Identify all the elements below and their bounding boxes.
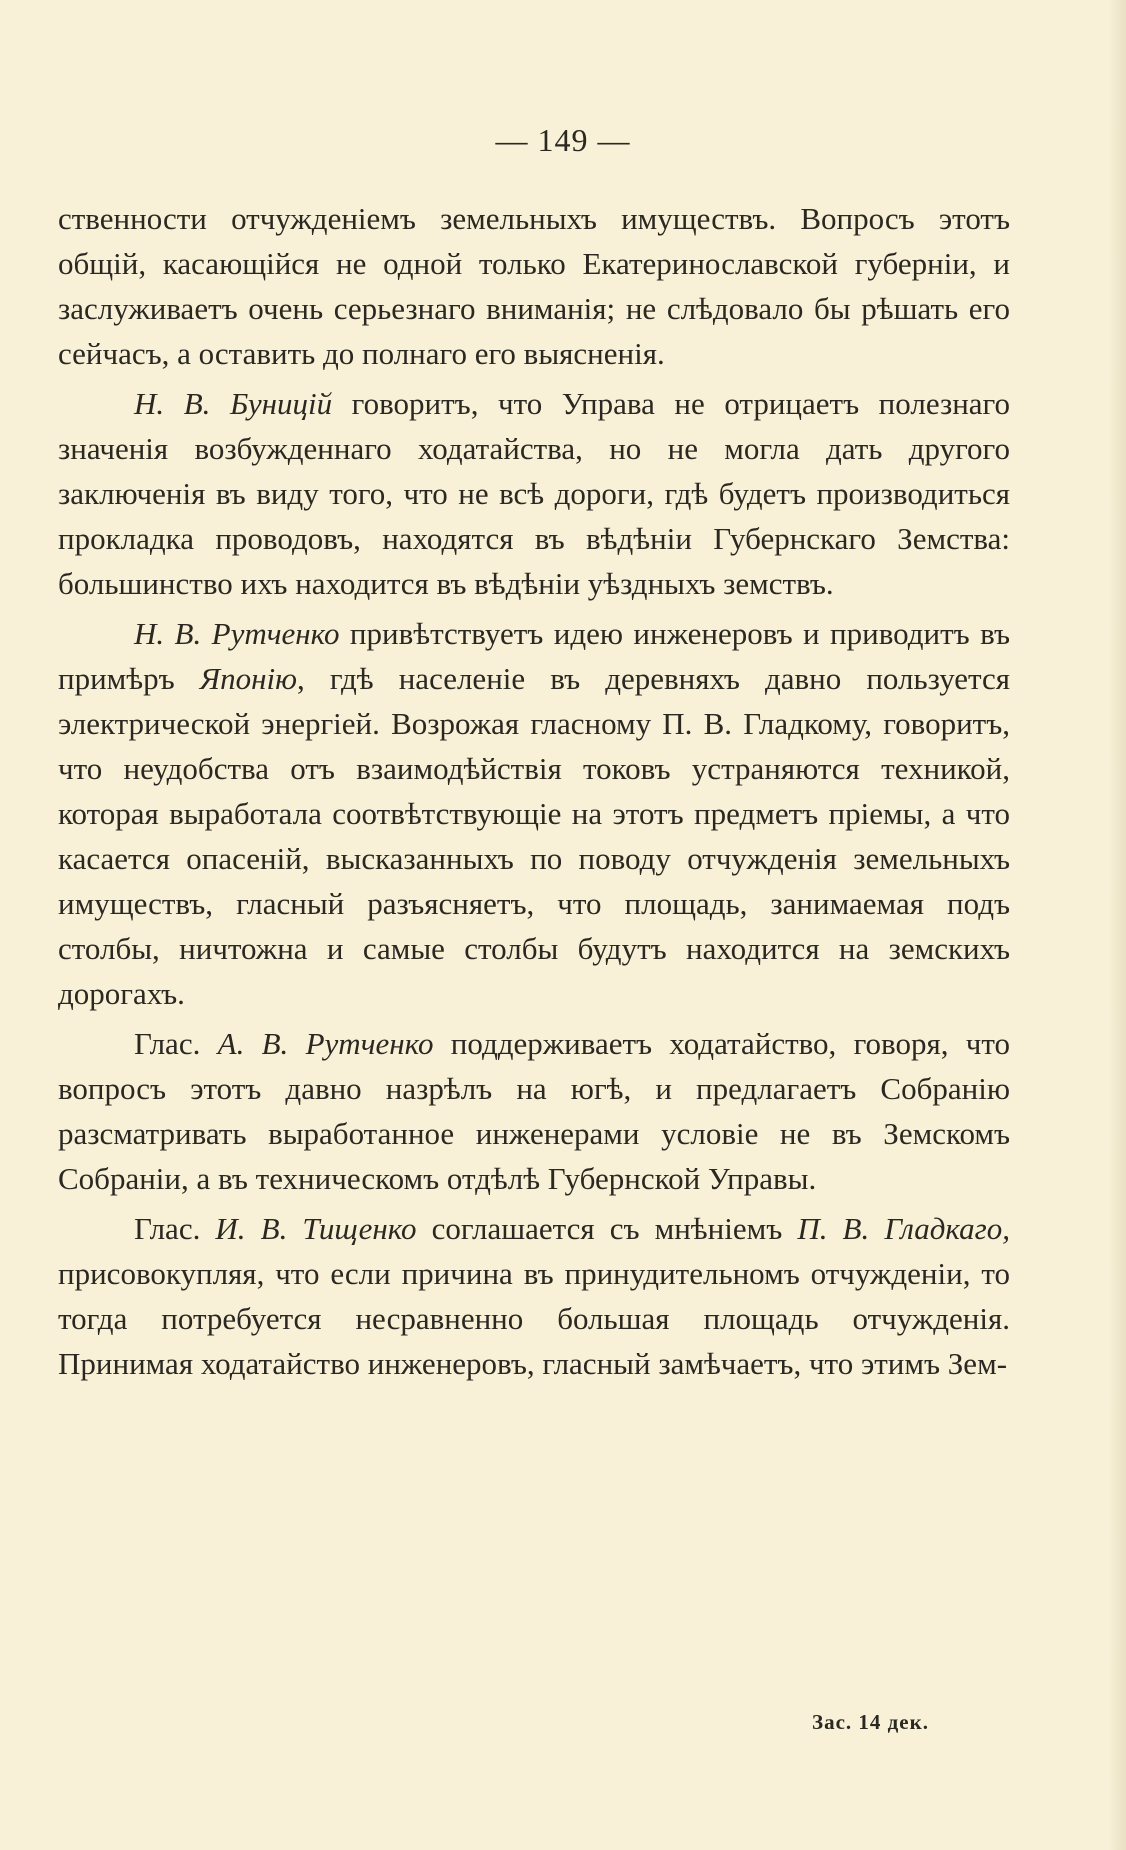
session-footer-note: Зас. 14 дек.	[812, 1710, 929, 1734]
paragraph-2-text: говоритъ, что Управа не отрицаетъ полезнаго значенiя возбужденнаго ходатайства, но не могла дать другого заключенiя въ виду того, что не всѣ дороги, гдѣ будетъ производиться прокладка проводовъ, находятся въ вѣдѣнiи Губернскаго Земства: большинство ихъ находится въ вѣдѣнiи уѣздныхъ земствъ.	[58, 386, 1011, 601]
speaker-prefix: Глас.	[134, 1211, 216, 1246]
speaker-name: А. В. Рутченко	[217, 1026, 434, 1061]
paragraph-5-text-part-2: присовокупляя, что если причина въ принудительномъ отчужденiи, то тогда потребуется несравненно большая площадь отчужденiя. Принимая ходатайство инженеровъ, гласный замѣчаетъ, что этимъ Зем-	[58, 1256, 1010, 1381]
paragraph-5-text-part-1: соглашается съ мнѣнiемъ	[416, 1211, 798, 1246]
paragraph-3-text-part-2: , гдѣ населенiе въ деревняхъ давно пользуется электрической энергiей. Возрожая гласному П. В. Гладкому, говоритъ, что неудобства отъ взаимодѣйствiя токовъ устраняются техникой, которая выработала соотвѣтствующiе на этотъ предметъ прiемы, а что касается опасенiй, высказанныхъ по поводу отчужденiя земельныхъ имуществъ, гласный разъясняетъ, что площадь, занимаемая подъ столбы, ничтожна и самые столбы будутъ находится на земскихъ дорогахъ.	[58, 661, 1010, 1011]
paragraph-3	[58, 611, 1010, 1016]
referenced-name: П. В. Гладкаго,	[797, 1211, 1010, 1246]
paragraph-5	[58, 1206, 1010, 1386]
speaker-name: И. В. Тищенко	[215, 1211, 417, 1246]
paragraph-4	[58, 1021, 1010, 1201]
speaker-prefix: Глас.	[134, 1026, 218, 1061]
main-text	[58, 196, 1010, 1391]
paragraph-1-text: ственности отчужденiемъ земельныхъ имуществъ. Вопросъ этотъ общiй, касающiйся не одной только Екатеринославской губернiи, и заслуживаетъ очень серьезнаго вниманiя; не слѣдовало бы рѣшать его сейчасъ, а оставить до полнаго его выясненiя.	[58, 201, 1010, 371]
speaker-name: Н. В. Буницiй	[134, 386, 333, 421]
page-edge-shadow	[1108, 0, 1126, 1850]
paragraph-2	[58, 381, 1010, 606]
page-number: — 149 —	[495, 122, 631, 158]
paragraph-4-text: поддерживаетъ ходатайство, говоря, что вопросъ этотъ давно назрѣлъ на югѣ, и предлагаетъ Собранiю разсматривать выработанное инженерами условiе не въ Земскомъ Собранiи, а въ техническомъ отдѣлѣ Губернской Управы.	[58, 1026, 1011, 1196]
paragraph-1	[58, 196, 1010, 376]
paragraph-3-text-part-1: привѣтствуетъ идею инженеровъ и приводитъ въ примѣръ	[58, 616, 1011, 696]
italic-place-name: Японiю	[199, 661, 297, 696]
speaker-name: Н. В. Рутченко	[134, 616, 340, 651]
